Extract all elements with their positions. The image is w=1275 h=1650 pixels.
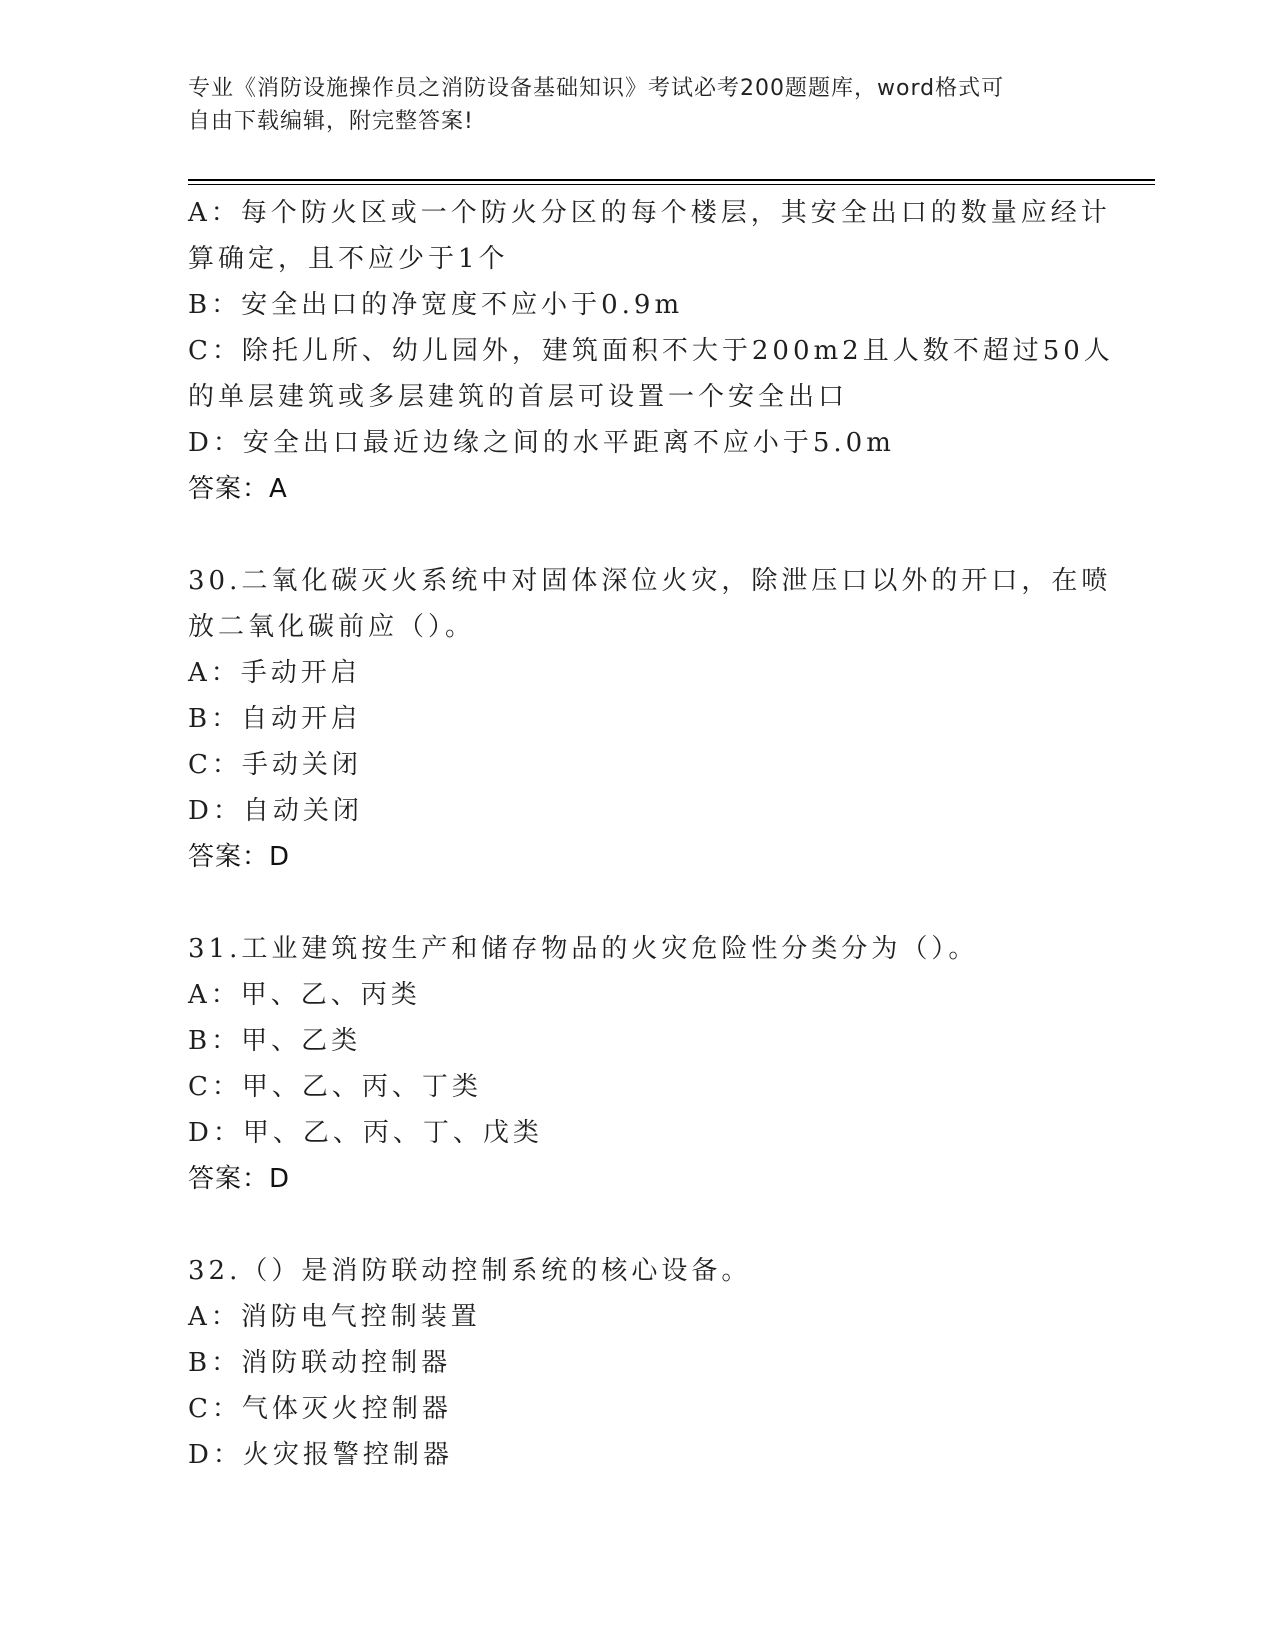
option-b: B：消防联动控制器 <box>188 1348 452 1378</box>
option-c: C：甲、乙、丙、丁类 <box>188 1072 482 1102</box>
spacer <box>188 880 1088 926</box>
header-line-2: 自由下载编辑，附完整答案! <box>188 109 474 134</box>
spacer <box>188 1202 1088 1248</box>
question-stem: 32.（）是消防联动控制系统的核心设备。 <box>188 1256 752 1286</box>
header-divider-thin <box>188 184 1155 185</box>
question-content <box>188 190 1114 1478</box>
question-32 <box>188 1248 1088 1478</box>
option-d: D：火灾报警控制器 <box>188 1440 453 1470</box>
question-stem: 31.工业建筑按生产和储存物品的火灾危险性分类分为（）。 <box>188 934 979 964</box>
option-b: B：安全出口的净宽度不应小于0.9m <box>188 290 684 320</box>
option-d: D：甲、乙、丙、丁、戊类 <box>188 1118 543 1148</box>
document-header <box>188 72 1068 138</box>
option-c-line-1: C：除托儿所、幼儿园外，建筑面积不大于200m2且人数不超过50人 <box>188 336 1114 366</box>
question-stem-line-2: 放二氧化碳前应（）。 <box>188 612 476 642</box>
option-c-line-2: 的单层建筑或多层建筑的首层可设置一个安全出口 <box>188 382 849 412</box>
option-b: B：甲、乙类 <box>188 1026 362 1056</box>
option-a-line-2: 算确定，且不应少于1个 <box>188 244 509 274</box>
option-a: A：手动开启 <box>188 658 361 688</box>
question-30 <box>188 558 1112 880</box>
question-stem-line-1: 30.二氧化碳灭火系统中对固体深位火灾，除泄压口以外的开口，在喷 <box>188 566 1112 596</box>
option-b: B：自动开启 <box>188 704 362 734</box>
option-d: D：安全出口最近边缘之间的水平距离不应小于5.0m <box>188 428 895 458</box>
option-c: C：气体灭火控制器 <box>188 1394 452 1424</box>
option-d: D：自动关闭 <box>188 796 363 826</box>
question-31 <box>188 926 1088 1202</box>
option-c: C：手动关闭 <box>188 750 362 780</box>
header-line-1: 专业《消防设施操作员之消防设备基础知识》考试必考200题题库，word格式可 <box>188 76 1005 101</box>
answer: 答案：A <box>188 474 288 504</box>
question-29 <box>188 190 1114 512</box>
option-a: A：消防电气控制装置 <box>188 1302 481 1332</box>
header-divider-thick <box>188 179 1155 181</box>
option-a: A：甲、乙、丙类 <box>188 980 421 1010</box>
answer: 答案：D <box>188 1164 291 1194</box>
spacer <box>188 512 1088 558</box>
option-a-line-1: A：每个防火区或一个防火分区的每个楼层，其安全出口的数量应经计 <box>188 198 1111 228</box>
answer: 答案：D <box>188 842 291 872</box>
